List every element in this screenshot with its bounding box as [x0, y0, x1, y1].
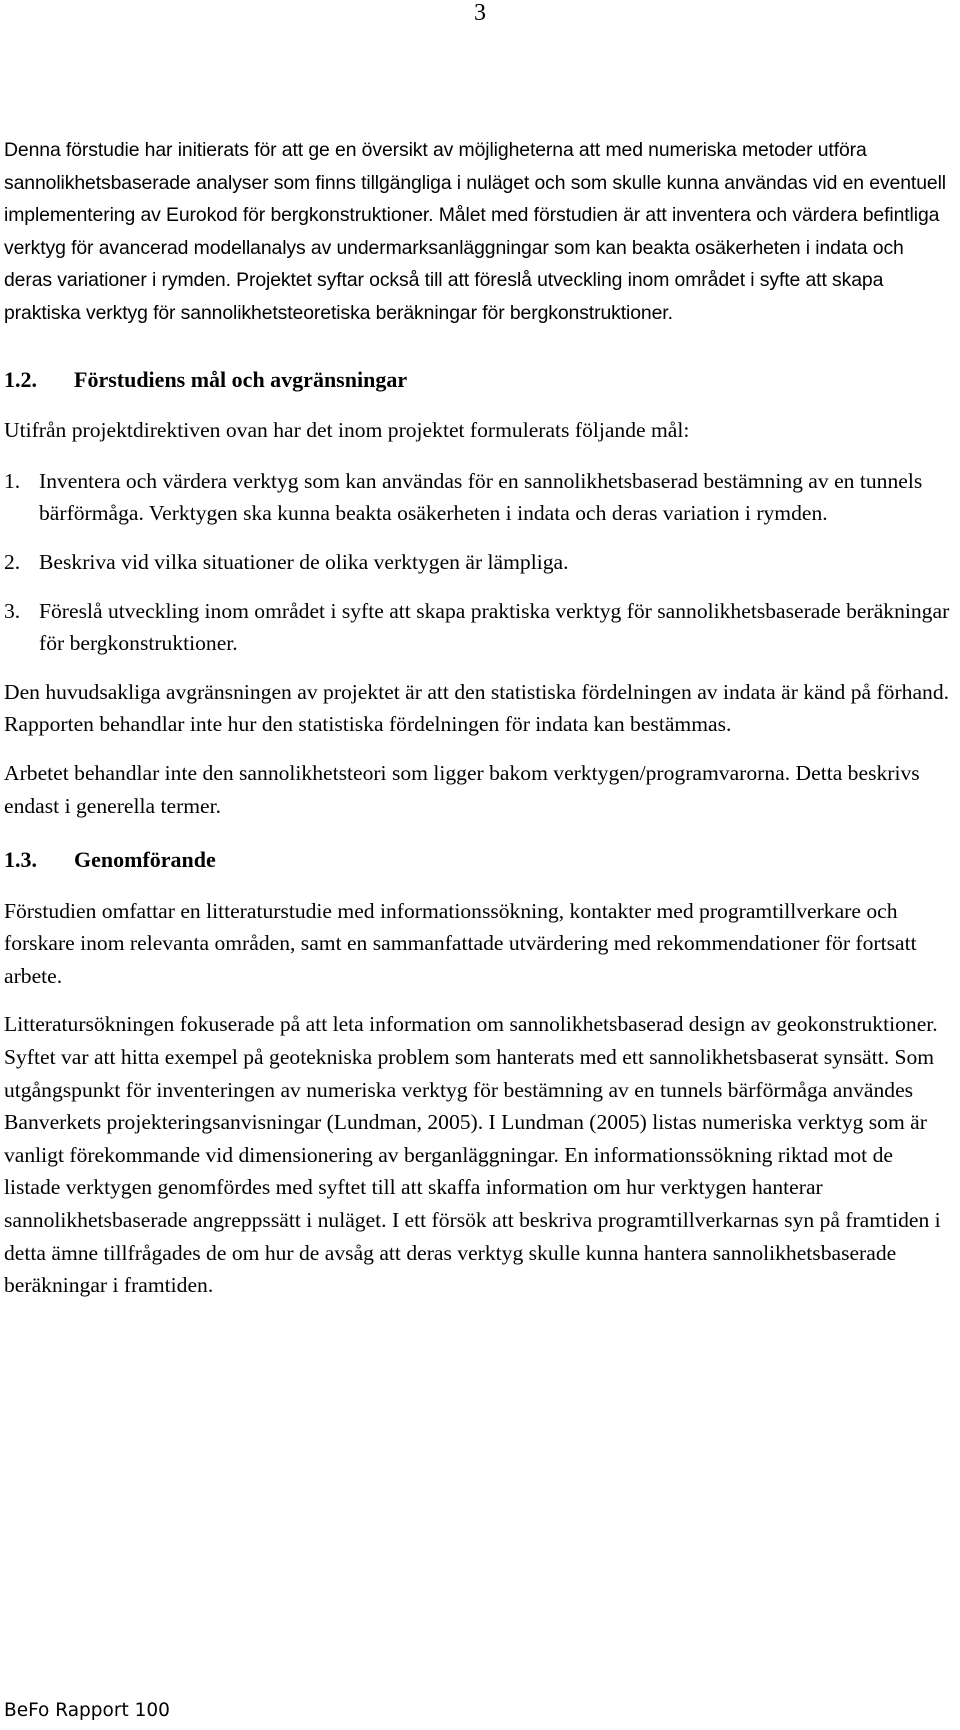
- section-heading-1-3: [4, 844, 954, 877]
- scope-paragraph: Den huvudsakliga avgränsningen av projektet är att den statistiska fördelningen av indata är känd på förhand. Rapporten behandlar inte hur den statistiska fördelningen för indata kan bestämmas.: [4, 679, 950, 737]
- footer: BeFo Rapport 100: [4, 1700, 170, 1721]
- method-paragraph: Förstudien omfattar en litteraturstudie med informationssökning, kontakter med programtillverkare och forskare inom relevanta områden, samt en sammanfattade utvärdering med rekommendationer för fortsatt arbete.: [4, 898, 917, 988]
- document-body: [4, 134, 954, 1302]
- section-heading-1-2: [4, 364, 954, 397]
- list-item: [4, 546, 954, 579]
- section-title: Genomförande: [74, 847, 216, 873]
- goals-lead: Utifrån projektdirektiven ovan har det inom projektet formulerats följande mål:: [4, 418, 690, 443]
- list-item-text: Inventera och värdera verktyg som kan användas för en sannolikhetsbaserad bestämning av en tunnels bärförmåga. Verktygen ska kunna beakta osäkerheten i indata och deras variation i rymden.: [39, 468, 923, 526]
- list-item: [4, 465, 954, 530]
- section-number: 1.2.: [4, 366, 37, 392]
- list-item-number: 2.: [4, 549, 21, 574]
- list-item-text: Beskriva vid vilka situationer de olika verktygen är lämpliga.: [39, 549, 569, 574]
- intro-paragraph: Denna förstudie har initierats för att ge en översikt av möjligheterna att med numeriska metoder utföra sannolikhetsbaserade analyser som finns tillgängliga i nuläget och som skulle kunna användas vid en eventuell implementering av Eurokod för bergkonstruktioner. Målet med förstudien är att inventera och värdera befintliga verktyg för avancerad modellanalys av undermarksanläggningar som kan beakta osäkerheten i indata och deras variationer i rymden. Projektet syftar också till att föreslå utveckling inom området i syfte att skapa praktiska verktyg för sannolikhetsteoretiska beräkningar för bergkonstruktioner.: [4, 139, 946, 324]
- theory-paragraph: Arbetet behandlar inte den sannolikhetsteori som ligger bakom verktygen/programvarorna. Detta beskrivs endast i generella termer.: [4, 760, 920, 818]
- literature-paragraph: Litteratursökningen fokuserade på att leta information om sannolikhetsbaserad design av geokonstruktioner. Syftet var att hitta exempel på geotekniska problem som hanterats med ett sannolikhetsbaserat synsätt. Som utgångspunkt för inventeringen av numeriska verktyg för bestämning av en tunnels bärförmåga användes Banverkets projekteringsanvisningar (Lundman, 2005). I Lundman (2005) listas numeriska verktyg som är vanligt förekommande vid dimensionering av berganläggningar. En informationssökning riktad mot de listade verktygen genomfördes med syftet till att skaffa information om hur verktygen hanterar sannolikhetsbaserade angreppssätt i nuläget. I ett försök att beskriva programtillverkarnas syn på framtiden i detta ämne tillfrågades de om hur de avsåg att deras verktyg skulle kunna hantera sannolikhetsbaserade beräkningar i framtiden.: [4, 1012, 941, 1298]
- page-number: 3: [474, 0, 486, 26]
- list-item: [4, 595, 954, 660]
- list-item-text: Föreslå utveckling inom området i syfte att skapa praktiska verktyg för sannolikhetsbaserade beräkningar för bergkonstruktioner.: [39, 598, 950, 656]
- section-number: 1.3.: [4, 847, 37, 873]
- list-item-number: 1.: [4, 468, 21, 493]
- list-item-number: 3.: [4, 598, 21, 623]
- section-title: Förstudiens mål och avgränsningar: [74, 366, 408, 392]
